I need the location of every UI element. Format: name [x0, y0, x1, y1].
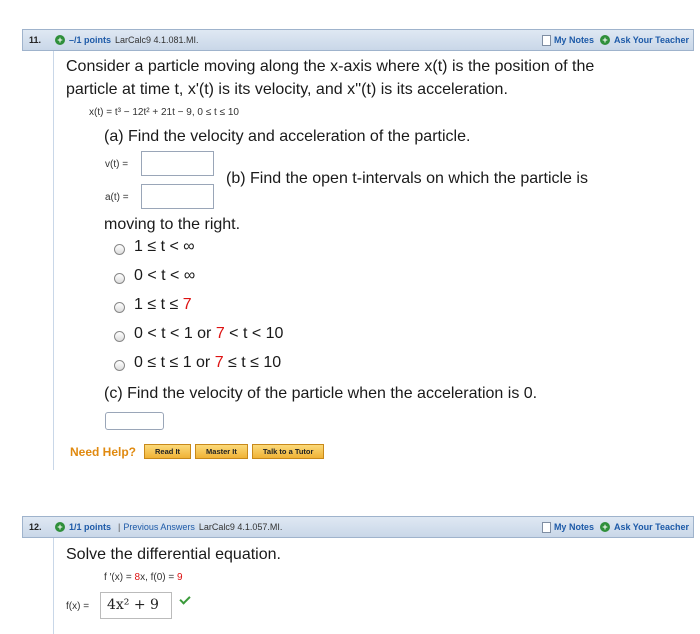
- master-it-button[interactable]: Master It: [195, 444, 248, 459]
- points-link[interactable]: –/1 points: [69, 35, 112, 45]
- position-equation: x(t) = t³ − 12t² + 21t − 9, 0 ≤ t ≤ 10: [89, 107, 239, 118]
- separator: |: [118, 522, 121, 532]
- ask-plus-icon[interactable]: +: [600, 522, 610, 532]
- read-it-button[interactable]: Read It: [144, 444, 191, 459]
- acceleration-input[interactable]: [141, 184, 214, 209]
- ask-teacher-link[interactable]: Ask Your Teacher: [613, 35, 689, 45]
- question-number: 11.: [29, 35, 42, 45]
- option-label-1: 1 ≤ t < ∞: [134, 238, 195, 255]
- option-radio-5[interactable]: [114, 360, 125, 371]
- source-label: LarCalc9 4.1.057.MI.: [198, 522, 283, 532]
- points-link[interactable]: 1/1 points: [69, 522, 112, 532]
- part-a-text: (a) Find the velocity and acceleration of the particle.: [104, 128, 471, 145]
- previous-answers-link[interactable]: Previous Answers: [123, 522, 195, 532]
- ask-teacher-link[interactable]: Ask Your Teacher: [613, 522, 689, 532]
- my-notes-link[interactable]: My Notes: [553, 35, 594, 45]
- notes-doc-icon[interactable]: [542, 522, 551, 533]
- question-11-header: [22, 29, 694, 51]
- notes-doc-icon[interactable]: [542, 35, 551, 46]
- need-help-label: Need Help?: [70, 444, 137, 459]
- a-label: a(t) =: [105, 192, 129, 203]
- option-radio-3[interactable]: [114, 302, 125, 313]
- question-number: 12.: [29, 522, 42, 532]
- option-label-2: 0 < t < ∞: [134, 267, 196, 284]
- part-c-input[interactable]: [105, 412, 164, 430]
- q12-prompt: Solve the differential equation.: [66, 546, 281, 563]
- f-label: f(x) =: [66, 601, 90, 612]
- option-label-3: 1 ≤ t ≤ 7: [134, 296, 192, 313]
- part-c-text: (c) Find the velocity of the particle when the acceleration is 0.: [104, 385, 538, 402]
- ask-plus-icon[interactable]: +: [600, 35, 610, 45]
- talk-to-tutor-button[interactable]: Talk to a Tutor: [252, 444, 325, 459]
- part-b-line-1: (b) Find the open t-intervals on which the particle is: [226, 170, 588, 187]
- intro-line-1: Consider a particle moving along the x-axis where x(t) is the position of the: [66, 58, 595, 75]
- velocity-input[interactable]: [141, 151, 214, 176]
- option-label-5: 0 ≤ t ≤ 1 or 7 ≤ t ≤ 10: [134, 354, 282, 371]
- my-notes-link[interactable]: My Notes: [553, 522, 594, 532]
- option-radio-1[interactable]: [114, 244, 125, 255]
- option-label-4: 0 < t < 1 or 7 < t < 10: [134, 325, 284, 342]
- need-help-bar: [70, 444, 328, 459]
- intro-line-2: particle at time t, x'(t) is its velocity, and x''(t) is its acceleration.: [66, 81, 508, 98]
- option-radio-2[interactable]: [114, 273, 125, 284]
- source-label: LarCalc9 4.1.081.MI.: [115, 35, 199, 45]
- v-label: v(t) =: [105, 159, 129, 170]
- expand-plus-icon[interactable]: +: [55, 522, 65, 532]
- question-12-header: [22, 516, 694, 538]
- expand-plus-icon[interactable]: +: [55, 35, 65, 45]
- q12-answer-field[interactable]: 4x² + 9: [100, 592, 172, 619]
- part-b-line-2: moving to the right.: [104, 216, 241, 233]
- option-radio-4[interactable]: [114, 331, 125, 342]
- q12-equation: f ′(x) = 8x, f(0) = 9: [104, 572, 183, 583]
